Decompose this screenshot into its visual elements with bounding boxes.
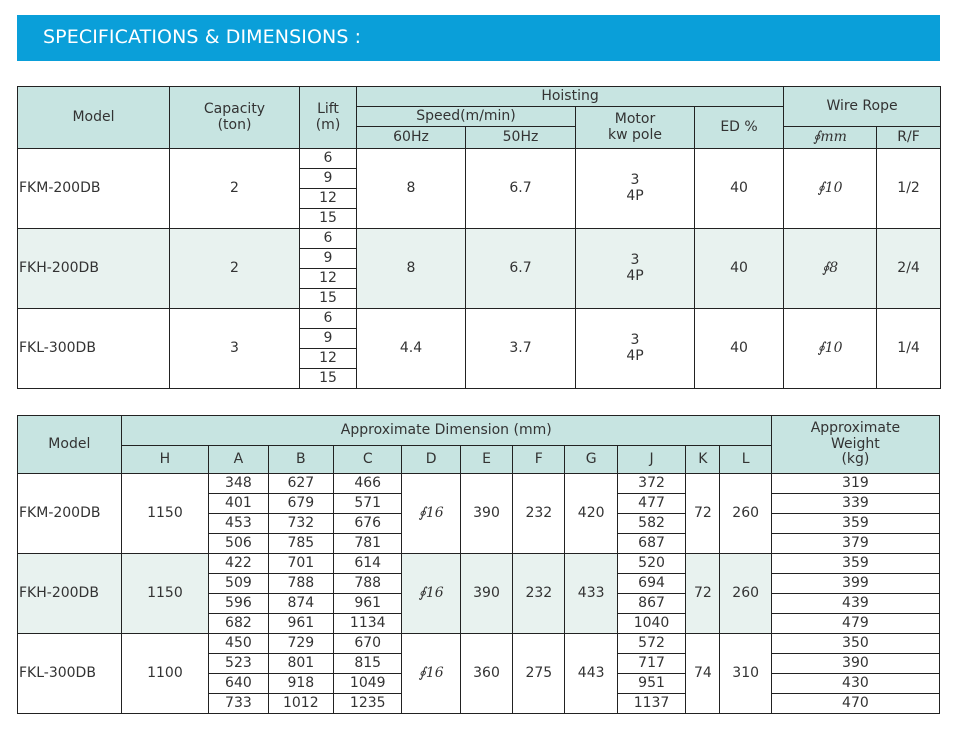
j-cell: 520 — [617, 554, 685, 574]
header-g: G — [565, 446, 617, 474]
a-cell: 509 — [209, 574, 268, 594]
wire-rope-cell: ∮10 — [784, 149, 877, 229]
b-cell: 729 — [268, 634, 333, 654]
rf-cell: 2/4 — [877, 229, 941, 309]
header-e: E — [460, 446, 512, 474]
a-cell: 453 — [209, 514, 268, 534]
wire-rope-cell: ∮8 — [784, 229, 877, 309]
a-cell: 596 — [209, 594, 268, 614]
header-l: L — [720, 446, 771, 474]
header-diameter: ∮mm — [784, 127, 877, 149]
j-cell: 687 — [617, 534, 685, 554]
header-a: A — [209, 446, 268, 474]
c-cell: 1235 — [334, 694, 402, 714]
header-speed: Speed(m/min) — [357, 107, 576, 127]
b-cell: 801 — [268, 654, 333, 674]
h-cell: 1150 — [121, 474, 209, 554]
capacity-cell: 3 — [170, 309, 300, 389]
model-cell: FKH-200DB — [18, 229, 170, 309]
b-cell: 785 — [268, 534, 333, 554]
lift-cell: 6 — [300, 229, 357, 249]
motor-cell: 3 4P — [576, 149, 695, 229]
a-cell: 348 — [209, 474, 268, 494]
b-cell: 732 — [268, 514, 333, 534]
b-cell: 874 — [268, 594, 333, 614]
b-cell: 701 — [268, 554, 333, 574]
c-cell: 676 — [334, 514, 402, 534]
e-cell: 390 — [460, 474, 512, 554]
header-hoisting: Hoisting — [357, 87, 784, 107]
b-cell: 679 — [268, 494, 333, 514]
model-cell: FKL-300DB — [18, 309, 170, 389]
b-cell: 788 — [268, 574, 333, 594]
h-cell: 1100 — [121, 634, 209, 714]
header-lift: Lift (m) — [300, 87, 357, 149]
specifications-table — [17, 86, 941, 389]
speed-50hz-cell: 3.7 — [466, 309, 576, 389]
model-cell: FKH-200DB — [18, 554, 122, 634]
b-cell: 1012 — [268, 694, 333, 714]
d-cell: ∮16 — [402, 474, 460, 554]
f-cell: 275 — [513, 634, 565, 714]
lift-cell: 15 — [300, 289, 357, 309]
f-cell: 232 — [513, 554, 565, 634]
header-wire-rope: Wire Rope — [784, 87, 941, 127]
l-cell: 260 — [720, 554, 771, 634]
c-cell: 571 — [334, 494, 402, 514]
header-b: B — [268, 446, 333, 474]
a-cell: 422 — [209, 554, 268, 574]
b-cell: 961 — [268, 614, 333, 634]
g-cell: 420 — [565, 474, 617, 554]
a-cell: 450 — [209, 634, 268, 654]
header-ed: ED % — [695, 107, 784, 149]
weight-cell: 430 — [771, 674, 939, 694]
j-cell: 1137 — [617, 694, 685, 714]
j-cell: 717 — [617, 654, 685, 674]
a-cell: 523 — [209, 654, 268, 674]
table-row — [18, 554, 940, 574]
k-cell: 74 — [686, 634, 720, 714]
header-model: Model — [18, 416, 122, 474]
weight-cell: 379 — [771, 534, 939, 554]
d-cell: ∮16 — [402, 554, 460, 634]
j-cell: 572 — [617, 634, 685, 654]
rf-cell: 1/2 — [877, 149, 941, 229]
c-cell: 614 — [334, 554, 402, 574]
weight-cell: 439 — [771, 594, 939, 614]
lift-cell: 6 — [300, 309, 357, 329]
j-cell: 582 — [617, 514, 685, 534]
header-rf: R/F — [877, 127, 941, 149]
weight-cell: 350 — [771, 634, 939, 654]
e-cell: 360 — [460, 634, 512, 714]
g-cell: 443 — [565, 634, 617, 714]
model-cell: FKL-300DB — [18, 634, 122, 714]
speed-60hz-cell: 4.4 — [357, 309, 466, 389]
lift-cell: 9 — [300, 249, 357, 269]
a-cell: 640 — [209, 674, 268, 694]
weight-cell: 470 — [771, 694, 939, 714]
a-cell: 682 — [209, 614, 268, 634]
weight-cell: 479 — [771, 614, 939, 634]
c-cell: 1049 — [334, 674, 402, 694]
header-50hz: 50Hz — [466, 127, 576, 149]
l-cell: 310 — [720, 634, 771, 714]
section-title: SPECIFICATIONS & DIMENSIONS : — [43, 26, 362, 48]
header-c: C — [334, 446, 402, 474]
header-d: D — [402, 446, 460, 474]
speed-50hz-cell: 6.7 — [466, 229, 576, 309]
speed-50hz-cell: 6.7 — [466, 149, 576, 229]
j-cell: 372 — [617, 474, 685, 494]
l-cell: 260 — [720, 474, 771, 554]
rf-cell: 1/4 — [877, 309, 941, 389]
capacity-cell: 2 — [170, 149, 300, 229]
c-cell: 1134 — [334, 614, 402, 634]
c-cell: 788 — [334, 574, 402, 594]
j-cell: 867 — [617, 594, 685, 614]
ed-cell: 40 — [695, 309, 784, 389]
h-cell: 1150 — [121, 554, 209, 634]
lift-cell: 15 — [300, 369, 357, 389]
weight-cell: 359 — [771, 554, 939, 574]
motor-cell: 3 4P — [576, 229, 695, 309]
header-h: H — [121, 446, 209, 474]
header-approx-weight: Approximate Weight (kg) — [771, 416, 939, 474]
wire-rope-cell: ∮10 — [784, 309, 877, 389]
model-cell: FKM-200DB — [18, 149, 170, 229]
table-row — [18, 309, 941, 329]
lift-cell: 12 — [300, 349, 357, 369]
header-f: F — [513, 446, 565, 474]
header-capacity: Capacity (ton) — [170, 87, 300, 149]
speed-60hz-cell: 8 — [357, 149, 466, 229]
header-motor: Motor kw pole — [576, 107, 695, 149]
motor-cell: 3 4P — [576, 309, 695, 389]
capacity-cell: 2 — [170, 229, 300, 309]
header-j: J — [617, 446, 685, 474]
header-model: Model — [18, 87, 170, 149]
e-cell: 390 — [460, 554, 512, 634]
header-approx-dimension: Approximate Dimension (mm) — [121, 416, 771, 446]
table-row — [18, 149, 941, 169]
c-cell: 815 — [334, 654, 402, 674]
model-cell: FKM-200DB — [18, 474, 122, 554]
lift-cell: 15 — [300, 209, 357, 229]
a-cell: 506 — [209, 534, 268, 554]
c-cell: 670 — [334, 634, 402, 654]
header-k: K — [686, 446, 720, 474]
lift-cell: 9 — [300, 329, 357, 349]
speed-60hz-cell: 8 — [357, 229, 466, 309]
dimensions-table — [17, 415, 940, 714]
ed-cell: 40 — [695, 229, 784, 309]
ed-cell: 40 — [695, 149, 784, 229]
g-cell: 433 — [565, 554, 617, 634]
c-cell: 466 — [334, 474, 402, 494]
j-cell: 694 — [617, 574, 685, 594]
section-banner — [17, 15, 940, 61]
j-cell: 951 — [617, 674, 685, 694]
weight-cell: 359 — [771, 514, 939, 534]
lift-cell: 9 — [300, 169, 357, 189]
a-cell: 733 — [209, 694, 268, 714]
weight-cell: 390 — [771, 654, 939, 674]
b-cell: 627 — [268, 474, 333, 494]
c-cell: 961 — [334, 594, 402, 614]
lift-cell: 12 — [300, 189, 357, 209]
d-cell: ∮16 — [402, 634, 460, 714]
j-cell: 1040 — [617, 614, 685, 634]
lift-cell: 6 — [300, 149, 357, 169]
weight-cell: 399 — [771, 574, 939, 594]
lift-cell: 12 — [300, 269, 357, 289]
table-row — [18, 229, 941, 249]
a-cell: 401 — [209, 494, 268, 514]
table-row — [18, 474, 940, 494]
b-cell: 918 — [268, 674, 333, 694]
k-cell: 72 — [686, 474, 720, 554]
weight-cell: 339 — [771, 494, 939, 514]
f-cell: 232 — [513, 474, 565, 554]
k-cell: 72 — [686, 554, 720, 634]
weight-cell: 319 — [771, 474, 939, 494]
header-60hz: 60Hz — [357, 127, 466, 149]
c-cell: 781 — [334, 534, 402, 554]
table-row — [18, 634, 940, 654]
j-cell: 477 — [617, 494, 685, 514]
